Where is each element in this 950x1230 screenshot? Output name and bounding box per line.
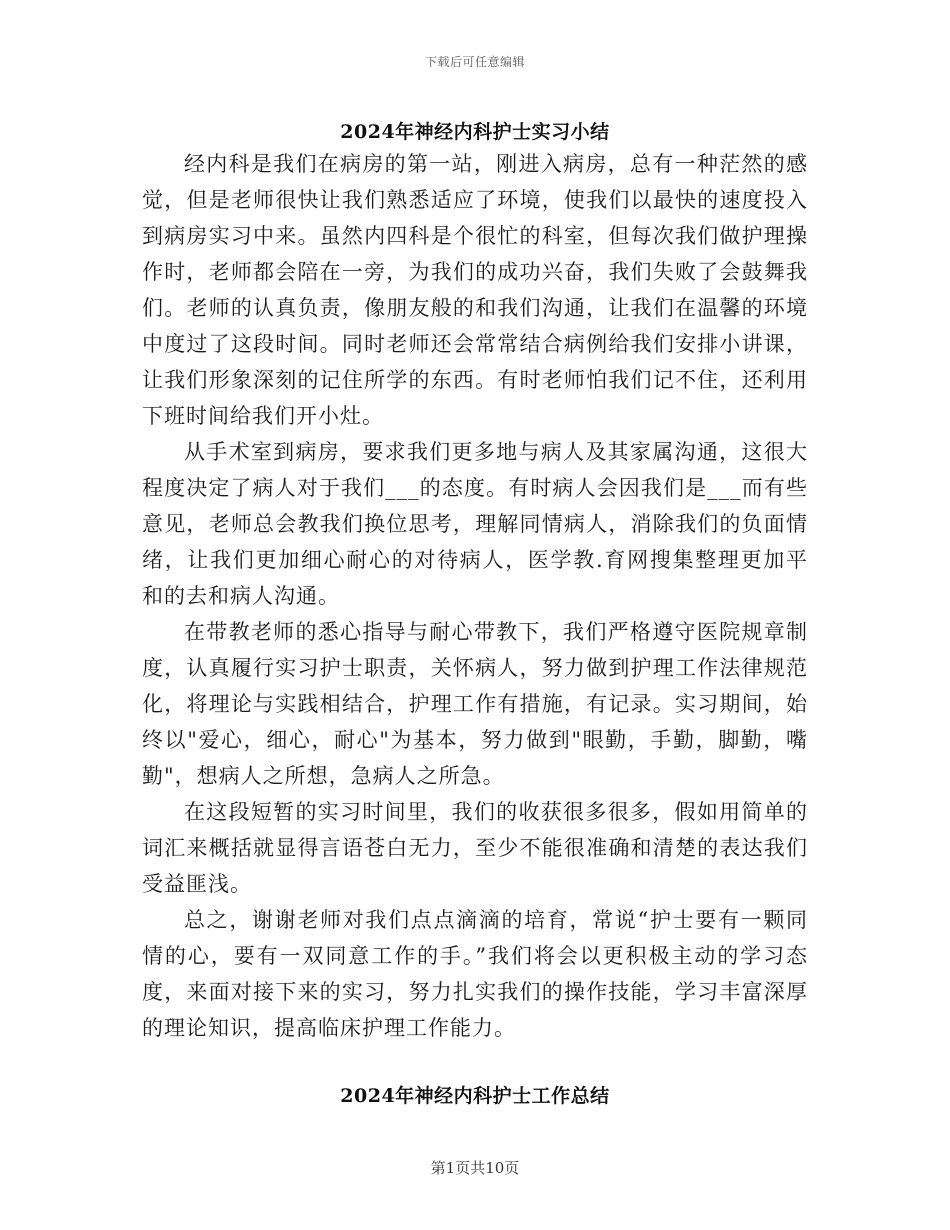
document-body: [142, 146, 808, 1046]
document-title: 2024年神经内科护士实习小结: [340, 121, 610, 143]
paragraph-5: 总之，谢谢老师对我们点点滴滴的培育，常说“护士要有一颗同情的心，要有一双同意工作的手。”我们将会以更积极主动的学习态度，来面对接下来的实习，努力扎实我们的操作技能，学习丰富深厚的理论知识，提高临床护理工作能力。: [142, 908, 808, 1040]
page-header: 下载后可任意编辑: [424, 55, 525, 69]
section-title: 2024年神经内科护士工作总结: [340, 1085, 610, 1107]
paragraph-1: 经内科是我们在病房的第一站，刚进入病房，总有一种茫然的感觉，但是老师很快让我们熟悉适应了环境，使我们以最快的速度投入到病房实习中来。虽然内四科是个很忙的科室，但每次我们做护理操作时，老师都会陪在一旁，为我们的成功兴奋，我们失败了会鼓舞我们。老师的认真负责，像朋友般的和我们沟通，让我们在温馨的环境中度过了这段时间。同时老师还会常常结合病例给我们安排小讲课，让我们形象深刻的记住所学的东西。有时老师怕我们记不住，还利用下班时间给我们开小灶。: [142, 152, 808, 428]
page-footer: 第1页共10页: [430, 1159, 520, 1177]
paragraph-3: 在带教老师的悉心指导与耐心带教下，我们严格遵守医院规章制度，认真履行实习护士职责，关怀病人，努力做到护理工作法律规范化，将理论与实践相结合，护理工作有措施，有记录。实习期间，始终以"爱心，细心，耐心"为基本，努力做到"眼勤，手勤，脚勤，嘴勤"，想病人之所想，急病人之所急。: [142, 620, 808, 788]
paragraph-4: 在这段短暂的实习时间里，我们的收获很多很多，假如用简单的词汇来概括就显得言语苍白无力，至少不能很准确和清楚的表达我们受益匪浅。: [142, 800, 808, 896]
paragraph-2: 从手术室到病房，要求我们更多地与病人及其家属沟通，这很大程度决定了病人对于我们___的态度。有时病人会因我们是___而有些意见，老师总会教我们换位思考，理解同情病人，消除我们的负面情绪，让我们更加细心耐心的对待病人，医学教.育网搜集整理更加平和的去和病人沟通。: [142, 440, 808, 608]
